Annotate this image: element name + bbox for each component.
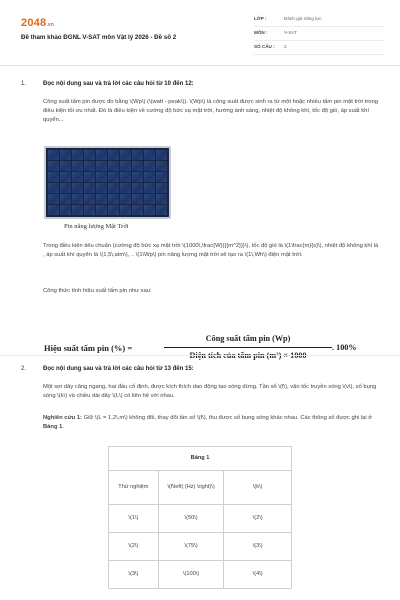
table-cell: \(3\): [224, 533, 292, 561]
solar-cell: [96, 150, 107, 160]
image-caption: Pin năng lượng Mặt Trời: [64, 223, 129, 230]
solar-cell: [48, 172, 59, 182]
solar-cell: [144, 205, 155, 215]
solar-cell: [48, 183, 59, 193]
solar-cell: [120, 205, 131, 215]
solar-cell: [84, 205, 95, 215]
page-header: [0, 0, 400, 66]
solar-cell: [108, 194, 119, 204]
question-instruction: Đọc nội dung sau và trả lời các câu hỏi từ 10 đến 12:: [43, 81, 194, 87]
solar-cell: [84, 172, 95, 182]
solar-cell: [132, 161, 143, 171]
document-title: Đề tham khảo ĐGNL V-SAT môn Vật lý 2026 - Đề số 2: [21, 34, 177, 41]
table-row: [109, 505, 292, 533]
solar-cell: [60, 205, 71, 215]
question-instruction: Đọc nội dung sau và trả lời các câu hỏi từ 13 đến 15:: [43, 366, 194, 372]
meta-value: V-SAT: [284, 30, 297, 36]
solar-cell: [132, 194, 143, 204]
solar-cell: [120, 150, 131, 160]
solar-cell: [96, 205, 107, 215]
table-cell: \(100\): [158, 561, 224, 589]
solar-cell: [84, 150, 95, 160]
meta-row-class: [254, 13, 384, 27]
table-cell: \(1\): [109, 505, 159, 533]
table-cell: \(50\): [158, 505, 224, 533]
solar-cell: [72, 150, 83, 160]
question-1-formula-intro: Công thức tính hiệu suất tấm pin như sau:: [43, 288, 152, 294]
table-cell: \(75\): [158, 533, 224, 561]
meta-value: 2: [284, 44, 287, 50]
solar-cell: [84, 194, 95, 204]
meta-value: Đánh giá năng lực: [284, 16, 322, 22]
solar-cell: [144, 194, 155, 204]
solar-cell: [108, 205, 119, 215]
table-title: Bảng 1: [109, 447, 292, 471]
formula-denominator: Diện tích của tấm pin (m²) × 1000: [189, 351, 307, 361]
study-end: .: [62, 423, 64, 430]
formula-rhs: . 100%: [332, 343, 357, 352]
solar-cell: [60, 150, 71, 160]
solar-cell: [48, 205, 59, 215]
meta-key: LỚP :: [254, 16, 267, 22]
solar-cell: [60, 183, 71, 193]
table-row: [109, 561, 292, 589]
solar-cell: [144, 172, 155, 182]
site-logo[interactable]: [21, 15, 54, 32]
formula-numerator: Công suất tấm pin (Wp): [164, 333, 332, 348]
table-header-cell: \(k\): [224, 471, 292, 505]
table-row: [109, 533, 292, 561]
question-1-heading: [21, 80, 381, 89]
table-header-cell: Thứ nghiệm: [109, 471, 159, 505]
solar-cell: [156, 183, 167, 193]
solar-cell: [72, 194, 83, 204]
study-label: Nghiên cứu 1:: [43, 415, 82, 421]
logo-tld: .vn: [46, 22, 55, 28]
study-text: Giữ \(L = 1,2\,m\) không đổi, thay đổi tần số \(f\), thu được số bụng sóng khác nhau. Các thông số được ghi lại ở: [81, 415, 373, 421]
table-cell: \(2\): [109, 533, 159, 561]
efficiency-formula: [44, 330, 374, 364]
formula-lhs: Hiệu suất tấm pin (%) =: [44, 343, 133, 353]
solar-cell: [120, 194, 131, 204]
solar-cell: [108, 161, 119, 171]
solar-cell: [72, 161, 83, 171]
table-cell: \(4\): [224, 561, 292, 589]
solar-cell: [108, 183, 119, 193]
solar-cell: [132, 205, 143, 215]
table-reference: Bảng 1: [43, 423, 63, 430]
logo-text: 2048: [21, 17, 47, 29]
solar-cell: [96, 194, 107, 204]
question-number: 2.: [21, 366, 27, 372]
solar-cell: [48, 150, 59, 160]
solar-cell: [72, 205, 83, 215]
study-1-paragraph: [43, 414, 381, 432]
solar-cell: [60, 161, 71, 171]
solar-cell: [156, 150, 167, 160]
solar-cell: [156, 194, 167, 204]
solar-cell: [84, 183, 95, 193]
solar-cell: [48, 161, 59, 171]
solar-cell: [132, 172, 143, 182]
solar-cell: [144, 150, 155, 160]
question-2-heading: [21, 365, 381, 374]
solar-cell: [120, 183, 131, 193]
solar-cell: [156, 205, 167, 215]
solar-cell: [72, 172, 83, 182]
question-1-paragraph: Công suất tấm pin được đo bằng \(Wp\) (\(watt - peak\)). \(Wp\) là công suất được sinh ra từ một hoặc nhiều tấm pin mặt trời trong điều kiện tối ưu nhất. Đó là điều kiện về cường độ bức xạ mặt trời, hướng ánh sáng, nhiệt độ không khí, tốc độ gió, áp suất khí quyển...: [43, 99, 378, 123]
table-cell: \(3\): [109, 561, 159, 589]
solar-cell: [132, 150, 143, 160]
table-header-cell: \(f\left( (Hz) \right)\): [158, 471, 224, 505]
solar-cell: [120, 161, 131, 171]
solar-cell: [120, 172, 131, 182]
meta-row-subject: [254, 27, 384, 41]
solar-cell: [156, 172, 167, 182]
solar-cell: [96, 172, 107, 182]
meta-row-count: [254, 41, 384, 55]
solar-cell: [72, 183, 83, 193]
formula-fraction: [164, 333, 332, 363]
solar-cell: [48, 194, 59, 204]
solar-cell: [96, 161, 107, 171]
section-divider: [0, 355, 400, 356]
data-table: [108, 446, 292, 589]
question-number: 1.: [21, 81, 27, 87]
meta-key: MÔN :: [254, 30, 268, 36]
solar-cell: [60, 172, 71, 182]
solar-cell: [144, 183, 155, 193]
solar-cell: [84, 161, 95, 171]
solar-cell: [156, 161, 167, 171]
solar-cell: [108, 172, 119, 182]
solar-cell: [60, 194, 71, 204]
solar-cell: [108, 150, 119, 160]
meta-key: SỐ CÂU :: [254, 44, 275, 50]
document-meta: [254, 13, 384, 55]
solar-cell: [96, 183, 107, 193]
question-1-conditions: Trong điều kiện tiêu chuẩn (cường độ bức xạ mặt trời \(1000\,\frac{W}{{{m^2}}}\), tốc độ gió là \(1\frac{m}{s}\), nhiệt độ không khí là , áp suất khí quyển là \(1,5\,atm\), .. \(1\Wp\) pin năng lượng mặt trời sẽ tạo ra \(1\,Wh\) điện mặt trời.: [43, 243, 379, 258]
solar-cell: [144, 161, 155, 171]
solar-cell: [132, 183, 143, 193]
question-2-paragraph: Một sợi dây căng ngang, hai đầu cố định, được kích thích dao động tạo sóng dừng. Tần số \(f\), vận tốc truyền sóng \(v\), số bụng sóng \(k\) và chiều dài dây \(L\) có liên hệ với nhau.: [43, 384, 377, 399]
table-cell: \(2\): [224, 505, 292, 533]
solar-panel-image: [44, 146, 171, 219]
